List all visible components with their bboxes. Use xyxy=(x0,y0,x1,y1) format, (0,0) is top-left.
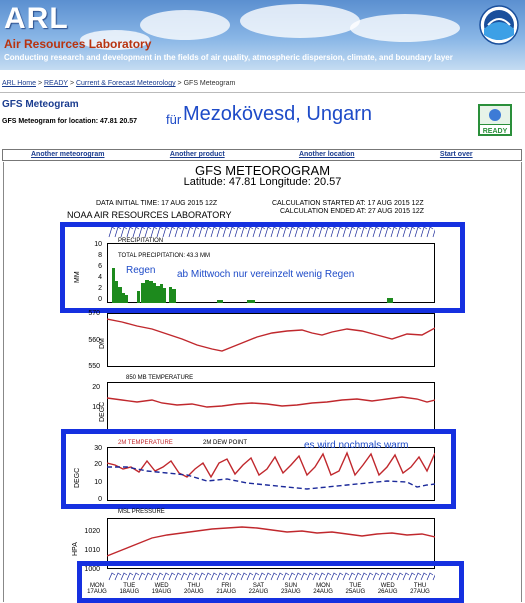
day-label: THU 20AUG xyxy=(184,583,204,595)
precip-tick: 6 xyxy=(98,263,102,270)
height-tick: 550 xyxy=(88,363,100,370)
annotation-warm: es wird nochmals warm xyxy=(304,440,409,451)
breadcrumb-ready[interactable]: READY xyxy=(43,80,68,87)
highlight-box-bottom xyxy=(77,561,464,603)
day-label: MON 17AUG xyxy=(87,583,107,595)
breadcrumb-current-forecast[interactable]: Current & Forecast Meteorology xyxy=(75,80,176,87)
another-meteorogram-link[interactable]: Another meteorogram xyxy=(30,151,105,158)
highlight-box-temp xyxy=(61,429,456,509)
cloud-decoration xyxy=(240,4,360,38)
t2m-label: 2M TEMPERATURE xyxy=(118,440,173,446)
calc-ended: CALCULATION ENDED AT: 27 AUG 2015 12Z xyxy=(280,208,425,215)
day-label: SUN 23AUG xyxy=(280,583,301,595)
day-label: THU 27AUG xyxy=(410,583,430,595)
precip-tick: 0 xyxy=(98,296,102,303)
cloud-decoration xyxy=(140,10,230,40)
height-tick: 570 xyxy=(88,310,100,317)
location-prefix: für xyxy=(166,112,182,127)
precip-label: PRECIPITATION xyxy=(118,238,164,244)
start-over-link[interactable]: Start over xyxy=(439,151,473,158)
another-location-link[interactable]: Another location xyxy=(298,151,355,158)
noaa-logo-icon[interactable] xyxy=(479,5,519,45)
precip-tick: 2 xyxy=(98,285,102,292)
day-label: WED 19AUG xyxy=(151,583,172,595)
another-product-link[interactable]: Another product xyxy=(169,151,225,158)
breadcrumb xyxy=(2,80,235,87)
precip-ylabel: MM xyxy=(74,271,81,283)
lab-name: NOAA AIR RESOURCES LABORATORY xyxy=(67,210,232,220)
breadcrumb-separator: > xyxy=(69,80,75,87)
height-tick: 560 xyxy=(88,337,100,344)
breadcrumb-separator: > xyxy=(177,80,182,87)
meteogram-title: GFS METEOROGRAM xyxy=(194,163,331,178)
t2m-tick: 30 xyxy=(94,445,102,452)
cloud-decoration xyxy=(350,14,460,42)
dewpoint-label: 2M DEW POINT xyxy=(203,440,248,446)
height-ylabel: DM xyxy=(99,338,106,349)
height-line xyxy=(107,313,435,367)
total-precip: TOTAL PRECIPITATION: 43.3 MM xyxy=(118,253,211,259)
breadcrumb-gfs-meteogram: GFS Meteogram xyxy=(183,80,236,87)
t2m-tick: 20 xyxy=(94,461,102,468)
calc-started: CALCULATION STARTED AT: 17 AUG 2015 12Z xyxy=(272,200,424,207)
precip-tick: 10 xyxy=(94,241,102,248)
location-name: Mezokövesd, Ungarn xyxy=(183,103,372,125)
breadcrumb-separator: > xyxy=(37,80,43,87)
t2m-tick: 10 xyxy=(94,479,102,486)
precip-tick: 4 xyxy=(98,274,102,281)
t850-tick: 20 xyxy=(92,384,100,391)
org-name: Air Resources Laboratory xyxy=(4,37,152,51)
t850-ylabel: DEGC xyxy=(99,401,106,422)
t2m-tick: 0 xyxy=(98,496,102,503)
highlight-box-precip xyxy=(60,222,465,313)
day-label: FRI 21AUG xyxy=(216,583,237,595)
day-label: WED 26AUG xyxy=(377,583,398,595)
data-initial-time: DATA INITIAL TIME: 17 AUG 2015 12Z xyxy=(96,200,218,207)
divider xyxy=(0,92,525,93)
breadcrumb-arl-home[interactable]: ARL Home xyxy=(2,80,36,87)
mslp-ylabel: HPA xyxy=(72,542,79,556)
ready-logo-icon[interactable] xyxy=(478,104,512,136)
day-label: MON 24AUG xyxy=(313,583,333,595)
meteogram-coords: Latitude: 47.81 Longitude: 20.57 xyxy=(183,176,342,188)
page-title: GFS Meteogram xyxy=(2,99,79,110)
meteogram-nav xyxy=(2,149,522,161)
page-subtitle: GFS Meteogram for location: 47.81 20.57 xyxy=(2,118,137,125)
mslp-tick: 1000 xyxy=(84,566,100,573)
t850-tick: 10 xyxy=(92,404,100,411)
arl-logo[interactable]: ARL xyxy=(4,2,69,35)
mslp-tick: 1010 xyxy=(84,547,100,554)
svg-text:READY: READY xyxy=(482,128,508,135)
day-label: SAT 22AUG xyxy=(248,583,269,595)
annotation-regen: Regen xyxy=(126,265,156,276)
t850-line xyxy=(107,382,435,431)
mslp-tick: 1020 xyxy=(84,528,100,535)
precip-tick: 8 xyxy=(98,252,102,259)
t850-label: 850 MB TEMPERATURE xyxy=(126,375,194,381)
day-label: TUE 18AUG xyxy=(119,583,140,595)
t2m-ylabel: DEGC xyxy=(74,467,81,488)
annotation-wenig-regen: ab Mittwoch nur vereinzelt wenig Regen xyxy=(177,269,355,280)
day-label: TUE 25AUG xyxy=(345,583,366,595)
tagline: Conducting research and development in the fields of air quality, atmospheric dispersion, climate, and boundary layer xyxy=(4,53,453,62)
mslp-label: MSL PRESSURE xyxy=(118,509,165,515)
header-banner xyxy=(0,0,525,70)
